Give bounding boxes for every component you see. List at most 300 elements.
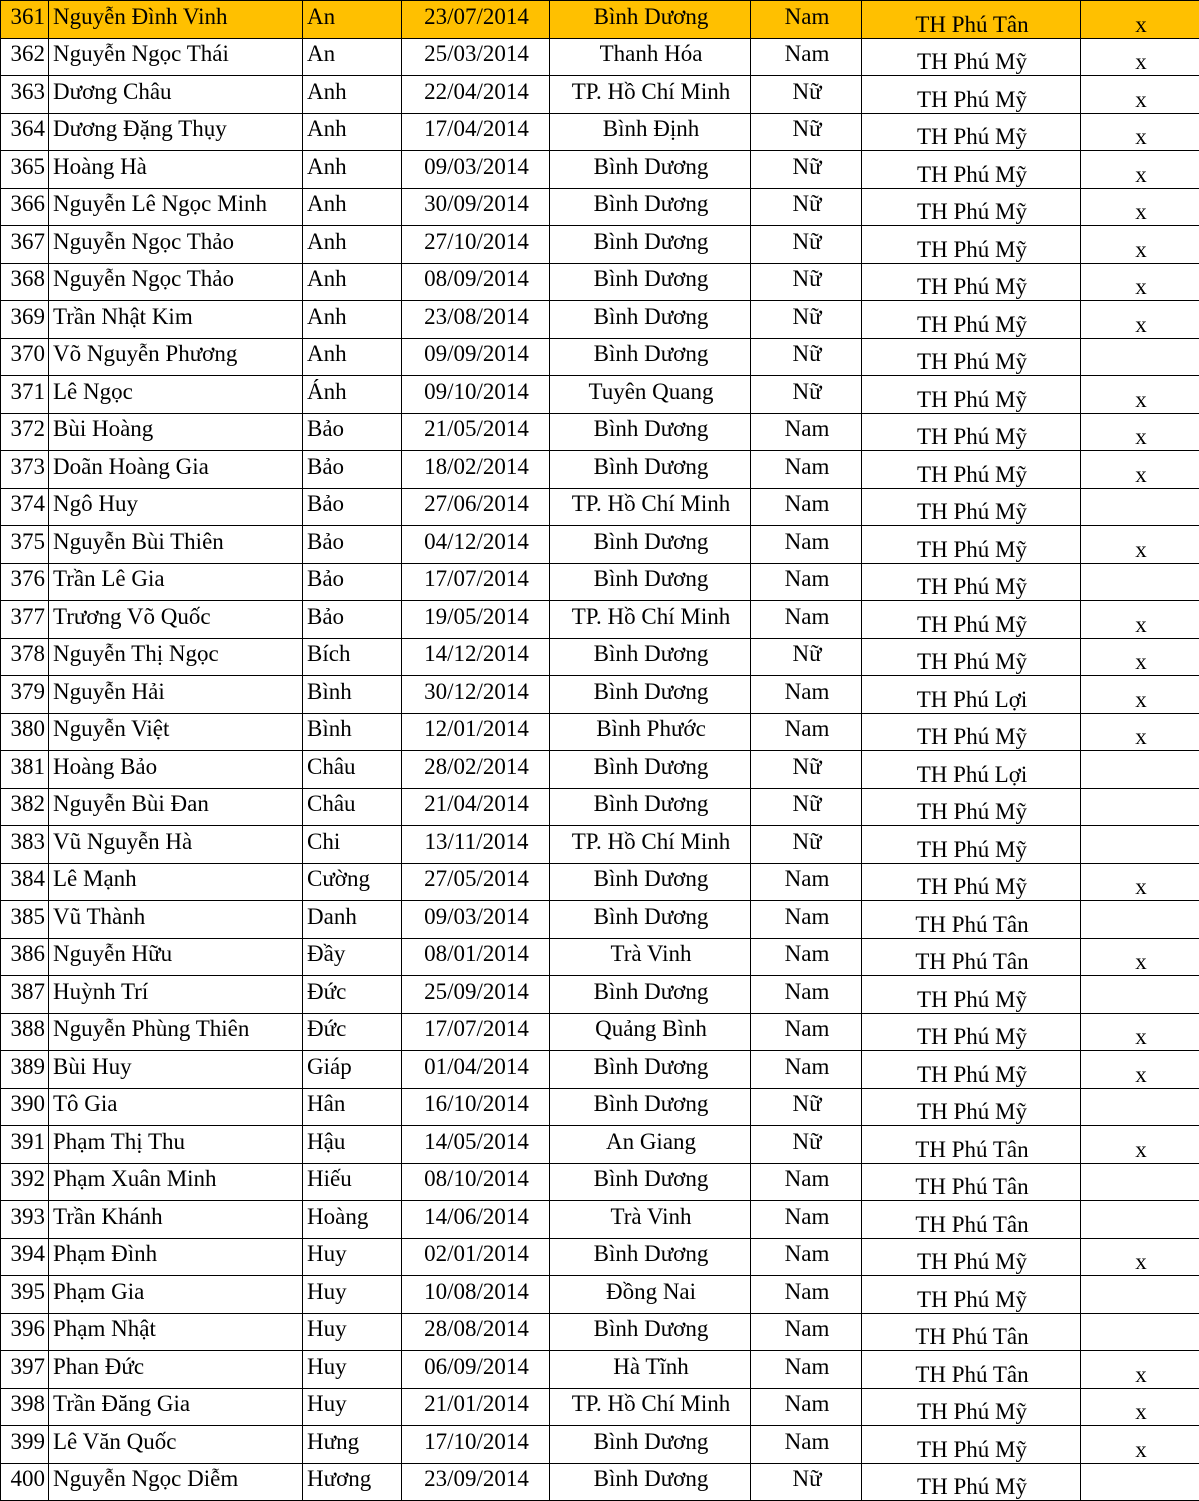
- birth-date-cell: 09/09/2014: [402, 338, 550, 376]
- gender-cell: Nam: [751, 1388, 862, 1426]
- family-name-cell: Võ Nguyễn Phương: [49, 338, 303, 376]
- birth-date-cell: 21/04/2014: [402, 788, 550, 826]
- row-number-cell: 387: [1, 976, 49, 1014]
- school-cell: TH Phú Mỹ: [862, 976, 1081, 1014]
- gender-cell: Nam: [751, 938, 862, 976]
- row-number-cell: 362: [1, 38, 49, 76]
- family-name-cell: Nguyễn Thị Ngọc: [49, 638, 303, 676]
- gender-cell: Nữ: [751, 751, 862, 789]
- birth-place-cell: Bình Dương: [550, 151, 751, 189]
- row-number-cell: 376: [1, 563, 49, 601]
- table-row: [1, 788, 1199, 826]
- given-name-cell: Anh: [303, 263, 402, 301]
- family-name-cell: Hoàng Hà: [49, 151, 303, 189]
- birth-date-cell: 08/09/2014: [402, 263, 550, 301]
- birth-date-cell: 23/07/2014: [402, 1, 550, 39]
- given-name-cell: Huy: [303, 1351, 402, 1389]
- birth-date-cell: 17/07/2014: [402, 563, 550, 601]
- table-row: [1, 338, 1199, 376]
- mark-cell: x: [1081, 526, 1199, 564]
- birth-date-cell: 17/04/2014: [402, 113, 550, 151]
- row-number-cell: 390: [1, 1088, 49, 1126]
- row-number-cell: 391: [1, 1126, 49, 1164]
- gender-cell: Nữ: [751, 113, 862, 151]
- gender-cell: Nam: [751, 1051, 862, 1089]
- table-row: [1, 676, 1199, 714]
- birth-place-cell: Bình Dương: [550, 1, 751, 39]
- row-number-cell: 381: [1, 751, 49, 789]
- birth-place-cell: Bình Dương: [550, 638, 751, 676]
- family-name-cell: Nguyễn Hải: [49, 676, 303, 714]
- birth-place-cell: Bình Dương: [550, 338, 751, 376]
- family-name-cell: Trần Đăng Gia: [49, 1388, 303, 1426]
- given-name-cell: Đức: [303, 976, 402, 1014]
- birth-place-cell: Bình Dương: [550, 301, 751, 339]
- table-row: [1, 151, 1199, 189]
- given-name-cell: Hiếu: [303, 1163, 402, 1201]
- row-number-cell: 367: [1, 226, 49, 264]
- given-name-cell: Danh: [303, 901, 402, 939]
- table-row: [1, 713, 1199, 751]
- birth-place-cell: Bình Dương: [550, 901, 751, 939]
- birth-place-cell: Trà Vinh: [550, 938, 751, 976]
- row-number-cell: 394: [1, 1238, 49, 1276]
- birth-place-cell: TP. Hồ Chí Minh: [550, 601, 751, 639]
- birth-place-cell: Bình Dương: [550, 1088, 751, 1126]
- row-number-cell: 370: [1, 338, 49, 376]
- given-name-cell: Anh: [303, 113, 402, 151]
- school-cell: TH Phú Lợi: [862, 751, 1081, 789]
- table-row: [1, 563, 1199, 601]
- gender-cell: Nam: [751, 1013, 862, 1051]
- birth-place-cell: TP. Hồ Chí Minh: [550, 1388, 751, 1426]
- birth-place-cell: Bình Dương: [550, 263, 751, 301]
- family-name-cell: Lê Văn Quốc: [49, 1426, 303, 1464]
- mark-cell: [1081, 1276, 1199, 1314]
- row-number-cell: 361: [1, 1, 49, 39]
- birth-place-cell: Đồng Nai: [550, 1276, 751, 1314]
- given-name-cell: Anh: [303, 226, 402, 264]
- given-name-cell: Ánh: [303, 376, 402, 414]
- gender-cell: Nam: [751, 676, 862, 714]
- table-row: [1, 1238, 1199, 1276]
- table-row: [1, 1351, 1199, 1389]
- family-name-cell: Trần Nhật Kim: [49, 301, 303, 339]
- mark-cell: x: [1081, 76, 1199, 114]
- table-row: [1, 863, 1199, 901]
- birth-place-cell: Thanh Hóa: [550, 38, 751, 76]
- mark-cell: x: [1081, 1426, 1199, 1464]
- mark-cell: x: [1081, 601, 1199, 639]
- row-number-cell: 386: [1, 938, 49, 976]
- gender-cell: Nữ: [751, 1126, 862, 1164]
- birth-date-cell: 27/10/2014: [402, 226, 550, 264]
- row-number-cell: 397: [1, 1351, 49, 1389]
- birth-place-cell: Quảng Bình: [550, 1013, 751, 1051]
- row-number-cell: 385: [1, 901, 49, 939]
- school-cell: TH Phú Mỹ: [862, 451, 1081, 489]
- school-cell: TH Phú Mỹ: [862, 376, 1081, 414]
- birth-date-cell: 10/08/2014: [402, 1276, 550, 1314]
- school-cell: TH Phú Mỹ: [862, 151, 1081, 189]
- birth-place-cell: Bình Dương: [550, 226, 751, 264]
- given-name-cell: Đầy: [303, 938, 402, 976]
- school-cell: TH Phú Mỹ: [862, 1276, 1081, 1314]
- gender-cell: Nam: [751, 601, 862, 639]
- mark-cell: x: [1081, 863, 1199, 901]
- row-number-cell: 377: [1, 601, 49, 639]
- family-name-cell: Hoàng Bảo: [49, 751, 303, 789]
- given-name-cell: Huy: [303, 1276, 402, 1314]
- birth-date-cell: 21/01/2014: [402, 1388, 550, 1426]
- birth-place-cell: Tuyên Quang: [550, 376, 751, 414]
- gender-cell: Nam: [751, 413, 862, 451]
- row-number-cell: 375: [1, 526, 49, 564]
- family-name-cell: Nguyễn Ngọc Thái: [49, 38, 303, 76]
- given-name-cell: Bình: [303, 713, 402, 751]
- school-cell: TH Phú Mỹ: [862, 788, 1081, 826]
- birth-place-cell: TP. Hồ Chí Minh: [550, 826, 751, 864]
- birth-place-cell: Bình Dương: [550, 413, 751, 451]
- table-row: [1, 526, 1199, 564]
- gender-cell: Nữ: [751, 151, 862, 189]
- family-name-cell: Trần Lê Gia: [49, 563, 303, 601]
- gender-cell: Nam: [751, 451, 862, 489]
- birth-date-cell: 08/10/2014: [402, 1163, 550, 1201]
- birth-date-cell: 09/10/2014: [402, 376, 550, 414]
- mark-cell: [1081, 788, 1199, 826]
- birth-place-cell: Bình Dương: [550, 788, 751, 826]
- gender-cell: Nam: [751, 488, 862, 526]
- birth-date-cell: 27/05/2014: [402, 863, 550, 901]
- table-row: [1, 376, 1199, 414]
- birth-date-cell: 16/10/2014: [402, 1088, 550, 1126]
- school-cell: TH Phú Lợi: [862, 676, 1081, 714]
- given-name-cell: Anh: [303, 76, 402, 114]
- school-cell: TH Phú Mỹ: [862, 601, 1081, 639]
- family-name-cell: Nguyễn Bùi Đan: [49, 788, 303, 826]
- birth-date-cell: 25/03/2014: [402, 38, 550, 76]
- table-row: [1, 976, 1199, 1014]
- birth-date-cell: 12/01/2014: [402, 713, 550, 751]
- birth-date-cell: 23/08/2014: [402, 301, 550, 339]
- birth-place-cell: Bình Dương: [550, 976, 751, 1014]
- family-name-cell: Phạm Xuân Minh: [49, 1163, 303, 1201]
- given-name-cell: Bảo: [303, 526, 402, 564]
- row-number-cell: 380: [1, 713, 49, 751]
- row-number-cell: 374: [1, 488, 49, 526]
- gender-cell: Nam: [751, 1, 862, 39]
- birth-date-cell: 25/09/2014: [402, 976, 550, 1014]
- birth-date-cell: 17/07/2014: [402, 1013, 550, 1051]
- given-name-cell: Hưng: [303, 1426, 402, 1464]
- birth-date-cell: 30/09/2014: [402, 188, 550, 226]
- birth-place-cell: Bình Dương: [550, 751, 751, 789]
- mark-cell: x: [1081, 451, 1199, 489]
- gender-cell: Nam: [751, 1238, 862, 1276]
- gender-cell: Nam: [751, 1313, 862, 1351]
- row-number-cell: 364: [1, 113, 49, 151]
- gender-cell: Nữ: [751, 1463, 862, 1501]
- birth-date-cell: 06/09/2014: [402, 1351, 550, 1389]
- school-cell: TH Phú Mỹ: [862, 413, 1081, 451]
- table-row: [1, 1013, 1199, 1051]
- given-name-cell: Đức: [303, 1013, 402, 1051]
- given-name-cell: Huy: [303, 1313, 402, 1351]
- given-name-cell: Bích: [303, 638, 402, 676]
- school-cell: TH Phú Tân: [862, 901, 1081, 939]
- mark-cell: x: [1081, 1013, 1199, 1051]
- mark-cell: x: [1081, 1238, 1199, 1276]
- school-cell: TH Phú Mỹ: [862, 188, 1081, 226]
- row-number-cell: 382: [1, 788, 49, 826]
- table-row: [1, 76, 1199, 114]
- gender-cell: Nam: [751, 526, 862, 564]
- given-name-cell: Huy: [303, 1388, 402, 1426]
- given-name-cell: Hương: [303, 1463, 402, 1501]
- gender-cell: Nữ: [751, 301, 862, 339]
- birth-date-cell: 01/04/2014: [402, 1051, 550, 1089]
- row-number-cell: 389: [1, 1051, 49, 1089]
- mark-cell: [1081, 1313, 1199, 1351]
- school-cell: TH Phú Mỹ: [862, 1426, 1081, 1464]
- given-name-cell: Bảo: [303, 601, 402, 639]
- mark-cell: [1081, 901, 1199, 939]
- mark-cell: x: [1081, 1351, 1199, 1389]
- school-cell: TH Phú Mỹ: [862, 826, 1081, 864]
- row-number-cell: 396: [1, 1313, 49, 1351]
- gender-cell: Nữ: [751, 76, 862, 114]
- mark-cell: x: [1081, 1388, 1199, 1426]
- given-name-cell: Giáp: [303, 1051, 402, 1089]
- gender-cell: Nam: [751, 1201, 862, 1239]
- given-name-cell: Chi: [303, 826, 402, 864]
- mark-cell: x: [1081, 151, 1199, 189]
- table-row: [1, 488, 1199, 526]
- school-cell: TH Phú Mỹ: [862, 76, 1081, 114]
- school-cell: TH Phú Mỹ: [862, 863, 1081, 901]
- school-cell: TH Phú Mỹ: [862, 526, 1081, 564]
- mark-cell: x: [1081, 713, 1199, 751]
- school-cell: TH Phú Mỹ: [862, 1088, 1081, 1126]
- family-name-cell: Phạm Gia: [49, 1276, 303, 1314]
- given-name-cell: Châu: [303, 788, 402, 826]
- family-name-cell: Nguyễn Ngọc Thảo: [49, 226, 303, 264]
- table-row: [1, 638, 1199, 676]
- mark-cell: [1081, 826, 1199, 864]
- mark-cell: [1081, 1163, 1199, 1201]
- table-row: [1, 113, 1199, 151]
- school-cell: TH Phú Tân: [862, 1313, 1081, 1351]
- table-row: [1, 1313, 1199, 1351]
- gender-cell: Nữ: [751, 263, 862, 301]
- table-row: [1, 1201, 1199, 1239]
- table-row: [1, 1126, 1199, 1164]
- table-row-highlighted: [1, 1, 1199, 39]
- row-number-cell: 388: [1, 1013, 49, 1051]
- table-row: [1, 826, 1199, 864]
- given-name-cell: Hân: [303, 1088, 402, 1126]
- birth-place-cell: Bình Dương: [550, 1463, 751, 1501]
- given-name-cell: Hoàng: [303, 1201, 402, 1239]
- family-name-cell: Phạm Đình: [49, 1238, 303, 1276]
- school-cell: TH Phú Mỹ: [862, 226, 1081, 264]
- birth-place-cell: TP. Hồ Chí Minh: [550, 488, 751, 526]
- given-name-cell: Anh: [303, 188, 402, 226]
- table-row: [1, 901, 1199, 939]
- family-name-cell: Doãn Hoàng Gia: [49, 451, 303, 489]
- row-number-cell: 363: [1, 76, 49, 114]
- row-number-cell: 379: [1, 676, 49, 714]
- mark-cell: x: [1081, 188, 1199, 226]
- mark-cell: [1081, 338, 1199, 376]
- birth-place-cell: Hà Tĩnh: [550, 1351, 751, 1389]
- mark-cell: x: [1081, 263, 1199, 301]
- table-row: [1, 751, 1199, 789]
- school-cell: TH Phú Mỹ: [862, 1013, 1081, 1051]
- family-name-cell: Lê Mạnh: [49, 863, 303, 901]
- family-name-cell: Nguyễn Ngọc Diễm: [49, 1463, 303, 1501]
- family-name-cell: Trương Võ Quốc: [49, 601, 303, 639]
- row-number-cell: 393: [1, 1201, 49, 1239]
- family-name-cell: Vũ Thành: [49, 901, 303, 939]
- table-row: [1, 601, 1199, 639]
- family-name-cell: Phan Đức: [49, 1351, 303, 1389]
- birth-place-cell: An Giang: [550, 1126, 751, 1164]
- mark-cell: [1081, 1463, 1199, 1501]
- gender-cell: Nam: [751, 1426, 862, 1464]
- gender-cell: Nữ: [751, 188, 862, 226]
- table-row: [1, 188, 1199, 226]
- family-name-cell: Vũ Nguyễn Hà: [49, 826, 303, 864]
- birth-place-cell: Bình Định: [550, 113, 751, 151]
- mark-cell: [1081, 976, 1199, 1014]
- family-name-cell: Nguyễn Phùng Thiên: [49, 1013, 303, 1051]
- table-row: [1, 226, 1199, 264]
- gender-cell: Nam: [751, 38, 862, 76]
- gender-cell: Nữ: [751, 638, 862, 676]
- birth-place-cell: Bình Dương: [550, 676, 751, 714]
- table-row: [1, 451, 1199, 489]
- school-cell: TH Phú Tân: [862, 1201, 1081, 1239]
- given-name-cell: Anh: [303, 338, 402, 376]
- row-number-cell: 373: [1, 451, 49, 489]
- school-cell: TH Phú Mỹ: [862, 1238, 1081, 1276]
- gender-cell: Nữ: [751, 226, 862, 264]
- family-name-cell: Tô Gia: [49, 1088, 303, 1126]
- table-row: [1, 1276, 1199, 1314]
- family-name-cell: Trần Khánh: [49, 1201, 303, 1239]
- mark-cell: x: [1081, 638, 1199, 676]
- school-cell: TH Phú Mỹ: [862, 38, 1081, 76]
- mark-cell: [1081, 488, 1199, 526]
- mark-cell: [1081, 751, 1199, 789]
- birth-date-cell: 14/12/2014: [402, 638, 550, 676]
- mark-cell: [1081, 1201, 1199, 1239]
- birth-place-cell: Trà Vinh: [550, 1201, 751, 1239]
- gender-cell: Nữ: [751, 376, 862, 414]
- school-cell: TH Phú Mỹ: [862, 638, 1081, 676]
- school-cell: TH Phú Mỹ: [862, 113, 1081, 151]
- mark-cell: x: [1081, 1126, 1199, 1164]
- mark-cell: x: [1081, 938, 1199, 976]
- birth-place-cell: Bình Dương: [550, 563, 751, 601]
- mark-cell: x: [1081, 226, 1199, 264]
- gender-cell: Nam: [751, 1163, 862, 1201]
- birth-date-cell: 18/02/2014: [402, 451, 550, 489]
- birth-date-cell: 14/05/2014: [402, 1126, 550, 1164]
- row-number-cell: 384: [1, 863, 49, 901]
- family-name-cell: Phạm Nhật: [49, 1313, 303, 1351]
- row-number-cell: 398: [1, 1388, 49, 1426]
- birth-date-cell: 14/06/2014: [402, 1201, 550, 1239]
- birth-place-cell: Bình Dương: [550, 526, 751, 564]
- mark-cell: [1081, 563, 1199, 601]
- birth-date-cell: 30/12/2014: [402, 676, 550, 714]
- school-cell: TH Phú Mỹ: [862, 713, 1081, 751]
- given-name-cell: Hậu: [303, 1126, 402, 1164]
- table-row: [1, 263, 1199, 301]
- birth-date-cell: 23/09/2014: [402, 1463, 550, 1501]
- given-name-cell: Bình: [303, 676, 402, 714]
- birth-date-cell: 21/05/2014: [402, 413, 550, 451]
- gender-cell: Nam: [751, 901, 862, 939]
- row-number-cell: 399: [1, 1426, 49, 1464]
- row-number-cell: 366: [1, 188, 49, 226]
- family-name-cell: Nguyễn Đình Vinh: [49, 1, 303, 39]
- mark-cell: x: [1081, 413, 1199, 451]
- table-body: [1, 1, 1199, 1501]
- birth-date-cell: 04/12/2014: [402, 526, 550, 564]
- mark-cell: x: [1081, 1, 1199, 39]
- family-name-cell: Ngô Huy: [49, 488, 303, 526]
- birth-place-cell: Bình Dương: [550, 1051, 751, 1089]
- given-name-cell: Huy: [303, 1238, 402, 1276]
- birth-place-cell: Bình Dương: [550, 1426, 751, 1464]
- birth-date-cell: 27/06/2014: [402, 488, 550, 526]
- given-name-cell: Châu: [303, 751, 402, 789]
- mark-cell: x: [1081, 676, 1199, 714]
- school-cell: TH Phú Mỹ: [862, 1388, 1081, 1426]
- birth-date-cell: 08/01/2014: [402, 938, 550, 976]
- mark-cell: x: [1081, 38, 1199, 76]
- birth-date-cell: 28/02/2014: [402, 751, 550, 789]
- mark-cell: [1081, 1088, 1199, 1126]
- given-name-cell: Bảo: [303, 451, 402, 489]
- row-number-cell: 383: [1, 826, 49, 864]
- birth-place-cell: Bình Phước: [550, 713, 751, 751]
- row-number-cell: 368: [1, 263, 49, 301]
- given-name-cell: Anh: [303, 151, 402, 189]
- row-number-cell: 371: [1, 376, 49, 414]
- table-row: [1, 1388, 1199, 1426]
- given-name-cell: Bảo: [303, 413, 402, 451]
- given-name-cell: An: [303, 38, 402, 76]
- school-cell: TH Phú Mỹ: [862, 1051, 1081, 1089]
- gender-cell: Nam: [751, 1351, 862, 1389]
- birth-place-cell: Bình Dương: [550, 863, 751, 901]
- family-name-cell: Nguyễn Việt: [49, 713, 303, 751]
- given-name-cell: Cường: [303, 863, 402, 901]
- family-name-cell: Phạm Thị Thu: [49, 1126, 303, 1164]
- birth-place-cell: Bình Dương: [550, 188, 751, 226]
- school-cell: TH Phú Mỹ: [862, 301, 1081, 339]
- gender-cell: Nam: [751, 713, 862, 751]
- row-number-cell: 365: [1, 151, 49, 189]
- school-cell: TH Phú Mỹ: [862, 563, 1081, 601]
- table-row: [1, 1163, 1199, 1201]
- birth-place-cell: Bình Dương: [550, 451, 751, 489]
